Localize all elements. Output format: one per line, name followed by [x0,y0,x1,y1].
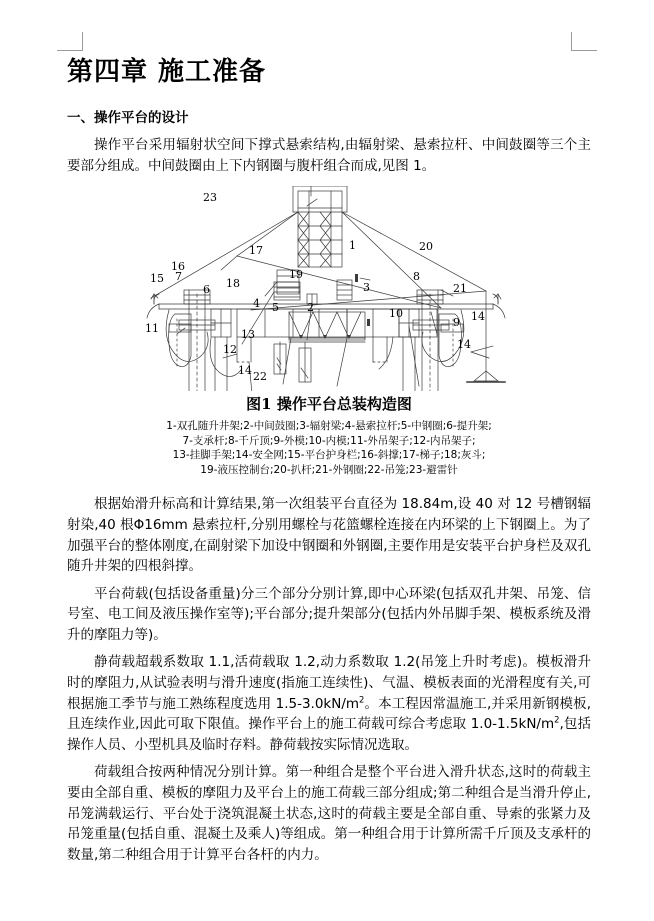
figure-block [67,176,591,477]
paragraph-4-part-a: 静荷载超载系数取 1.1,活荷载取 1.2,动力系数取 1.2(吊笼上升时考虑)。模板滑升时的摩阻力,从试验表明与滑升速度(指施工连续性)、气温、模板表面的光滑程度有关,可根据施工季节与施工熟练程度选用 1.5-3.0kN/m [67,654,591,712]
svg-text:3: 3 [363,281,370,295]
svg-text:14: 14 [457,338,471,352]
document-content [67,0,591,865]
paragraph-5: 荷载组合按两种情况分别计算。第一种组合是整个平台进入滑升状态,这时的荷载主要由全部自重、模板的摩阻力及平台上的施工荷载三部分组成;第二种组合是当滑升停止,吊笼满载运行、平台处于浇筑混凝土状态,这时的荷载主要是全部自重、导索的张紧力及吊笼重量(包括自重、混凝土及乘人)等组成。第一种组合用于计算所需千斤顶及支承杆的数量,第二种组合用于计算平台各杆的内力。 [67,764,591,863]
svg-text:17: 17 [249,244,263,258]
svg-text:21: 21 [453,282,467,296]
figure-legend-line: 19-液压控制台;20-扒杆;21-外钢圈;22-吊笼;23-避雷针 [200,463,458,476]
svg-text:9: 9 [453,316,460,330]
paragraph-4-part-b: 。本工程因常温施工,并采用新钢模板,且连续作业,因此可取下限值。操作平台上的施工荷载可综合考虑取 1.0-1.5kN/m [67,695,592,733]
svg-text:12: 12 [223,343,237,357]
paragraph-2: 根据始滑升标高和计算结果,第一次组装平台直径为 18.84m,设 40 对 12 号槽钢辐射染,40 根Φ16mm 悬索拉杆,分别用螺栓与花篮螺栓连接在内环梁的上下钢圈上。为了加强平台的整体刚度,在副射梁下加设中钢圈和外钢圈,主要作用是安装平台护身栏及双孔随升井架的四根斜撑。 [67,496,591,575]
paragraph-4 [67,645,591,755]
svg-text:14: 14 [471,310,485,324]
platform-assembly-diagram [141,186,517,391]
svg-text:18: 18 [226,277,240,291]
svg-text:22: 22 [253,370,267,384]
figure-caption: 图1 操作平台总装构造图 [246,395,412,414]
svg-text:4: 4 [253,297,260,311]
unit-superscript: 2 [554,714,560,725]
paragraph-1: 操作平台采用辐射状空间下撑式悬索结构,由辐射梁、悬索拉杆、中间鼓圈等三个主要部分组成。中间鼓圈由上下内钢圈与腹杆组合而成,见图 1。 [67,137,591,174]
figure-legend-line: 1-双孔随升井架;2-中间鼓圈;3-辐射梁;4-悬索拉杆;5-中钢圈;6-提升架; [166,420,492,433]
section-heading: 一、操作平台的设计 [67,109,189,126]
figure-legend-line: 13-挂脚手架;14-安全网;15-平台护身栏;16-斜撑;17-梯子;18;灰斗; [172,449,486,462]
svg-text:10: 10 [389,307,403,321]
svg-text:13: 13 [241,328,255,342]
svg-text:16: 16 [171,260,185,274]
svg-text:7: 7 [175,270,182,284]
paragraph-4-part-c: ,包括操作人员、小型机具及临时存料。静荷载按实际情况选取。 [67,716,591,753]
figure-legend-line: 7-支承杆;8-千斤顶;9-外模;10-内模;11-外吊架子;12-内吊架子; [182,434,476,447]
svg-text:8: 8 [413,270,420,284]
svg-text:2: 2 [307,301,314,315]
svg-text:11: 11 [145,322,159,336]
svg-text:1: 1 [349,239,356,253]
page-title: 第四章 施工准备 [67,57,267,87]
paragraph-3: 平台荷载(包括设备重量)分三个部分分别计算,即中心环梁(包括双孔井架、吊笼、信号室、电工间及液压操作室等);平台部分;提升架部分(包括内外吊脚手架、模板系统及滑升的摩阻力等)。 [67,585,591,643]
unit-superscript: 2 [359,694,365,705]
svg-text:15: 15 [150,272,164,286]
svg-text:5: 5 [272,301,279,315]
svg-text:14: 14 [238,364,252,378]
svg-text:19: 19 [289,268,303,282]
svg-text:6: 6 [203,283,210,297]
figure-legend [67,414,591,477]
svg-text:20: 20 [419,240,433,254]
svg-text:23: 23 [203,191,217,205]
